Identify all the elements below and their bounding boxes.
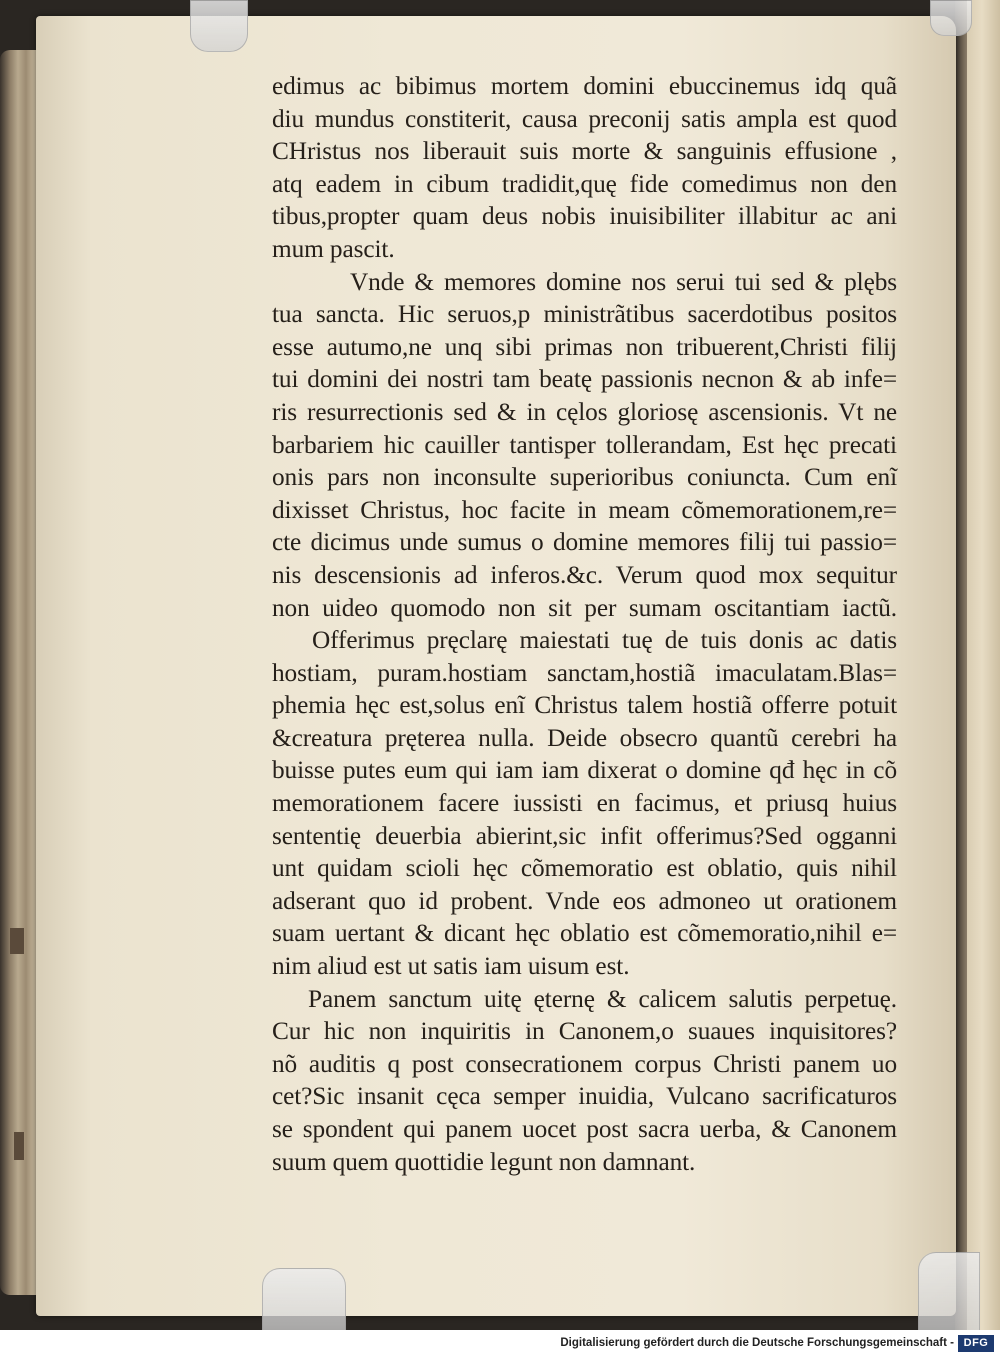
text-line: phemia hęc est,solus enĩ Christus talem hostiã offerre potuit — [272, 691, 897, 720]
text-line: &creatura pręterea nulla. Deide obsecro quantũ cerebri ha — [272, 723, 897, 752]
page-clip-top — [190, 0, 248, 52]
text-line: memorationem facere iussisti en facimus, et priusq huius — [272, 789, 897, 818]
text-line: adserant quo id probent. Vnde eos admoneo ut orationem — [272, 886, 897, 915]
text-line: suam uertant & dicant hęc oblatio est cõmemoratio,nihil e= — [272, 919, 897, 948]
text-line: mum pascit. — [272, 234, 395, 263]
book-block-left-edge — [0, 50, 40, 1295]
page-clip-right-bottom — [918, 1252, 980, 1330]
text-line: tibus,propter quam deus nobis inuisibiliter illabitur ac ani — [272, 202, 897, 231]
page-marker — [10, 928, 24, 954]
text-line: edimus ac bibimus mortem domini ebuccinemus idq quã — [272, 72, 897, 100]
text-line: nõ auditis q post consecrationem corpus Christi panem uo — [272, 1049, 897, 1078]
text-line: Panem sanctum uitę ęternę & calicem salutis perpetuę. — [308, 984, 897, 1013]
text-line: Vnde & memores domine nos serui tui sed & plębs — [350, 267, 897, 296]
text-line: nis descensionis ad inferos.&c. Verum quod mox sequitur — [272, 560, 897, 589]
text-line: cet?Sic insanit cęca semper inuidia, Vulcano sacrificaturos — [272, 1082, 897, 1111]
page-clip-bottom — [262, 1268, 346, 1330]
text-line: nim aliud est ut satis iam uisum est. — [272, 952, 630, 981]
paragraph — [272, 70, 897, 266]
text-line: hostiam, puram.hostiam sanctam,hostiã imaculatam.Blas= — [272, 658, 897, 687]
funding-credit: Digitalisierung gefördert durch die Deutsche Forschungsgemeinschaft - — [560, 1337, 954, 1349]
page-marker — [14, 1132, 24, 1160]
text-line: buisse putes eum qui iam iam dixerat o domine qđ hęc in cõ — [272, 756, 897, 785]
text-line: tua sancta. Hic seruos,p ministrãtibus sacerdotibus positos — [272, 300, 897, 329]
paragraph — [272, 624, 897, 983]
digitization-footer — [0, 1330, 1000, 1357]
dfg-logo: DFG — [958, 1335, 994, 1352]
text-line: tui domini dei nostri tam beatę passionis necnon & ab infe= — [272, 365, 897, 394]
text-line: atq eadem in cibum tradidit,quę fide comedimus non den — [272, 169, 897, 198]
text-line: onis pars non inconsulte superioribus coniuncta. Cum enĩ — [272, 463, 897, 492]
paragraph — [272, 266, 897, 625]
text-line: ris resurrectionis sed & in cęlos gloriosę ascensionis. Vt ne — [272, 397, 897, 426]
text-line: barbariem hic cauiller tantisper tollerandam, Est hęc precati — [272, 430, 897, 459]
text-line: sententię deuerbia abierint,sic infit offerimus?Sed ogganni — [272, 821, 897, 850]
text-line: Offerimus pręclarę maiestati tuę de tuis donis ac datis — [312, 626, 897, 655]
text-line: unt quidam scioli hęc cõmemoratio est oblatio, quis nihil — [272, 854, 897, 883]
page-clip-right-top — [930, 0, 972, 36]
text-line: se spondent qui panem uocet post sacra uerba, & Canonem — [272, 1115, 897, 1143]
text-line: diu mundus constiterit, causa preconij satis ampla est quod — [272, 104, 897, 133]
text-line: cte dicimus unde sumus o domine memores filij tui passio= — [272, 528, 897, 557]
text-line: esse autumo,ne unq sibi primas non tribuerent,Christi filij — [272, 332, 897, 361]
text-line: CHristus nos liberauit suis morte & sanguinis effusione , — [272, 137, 897, 166]
gutter-shadow — [955, 0, 967, 1330]
text-line: dixisset Christus, hoc facite in meam cõmemorationem,re= — [272, 495, 897, 524]
text-line: Cur hic non inquiritis in Canonem,o suaues inquisitores? — [272, 1017, 897, 1046]
text-line: suum quem quottidie legunt non damnant. — [272, 1147, 696, 1176]
paragraph — [272, 983, 897, 1179]
text-line: non uideo quomodo non sit per sumam oscitantiam iactũ. — [272, 593, 897, 622]
body-text — [272, 70, 897, 1178]
